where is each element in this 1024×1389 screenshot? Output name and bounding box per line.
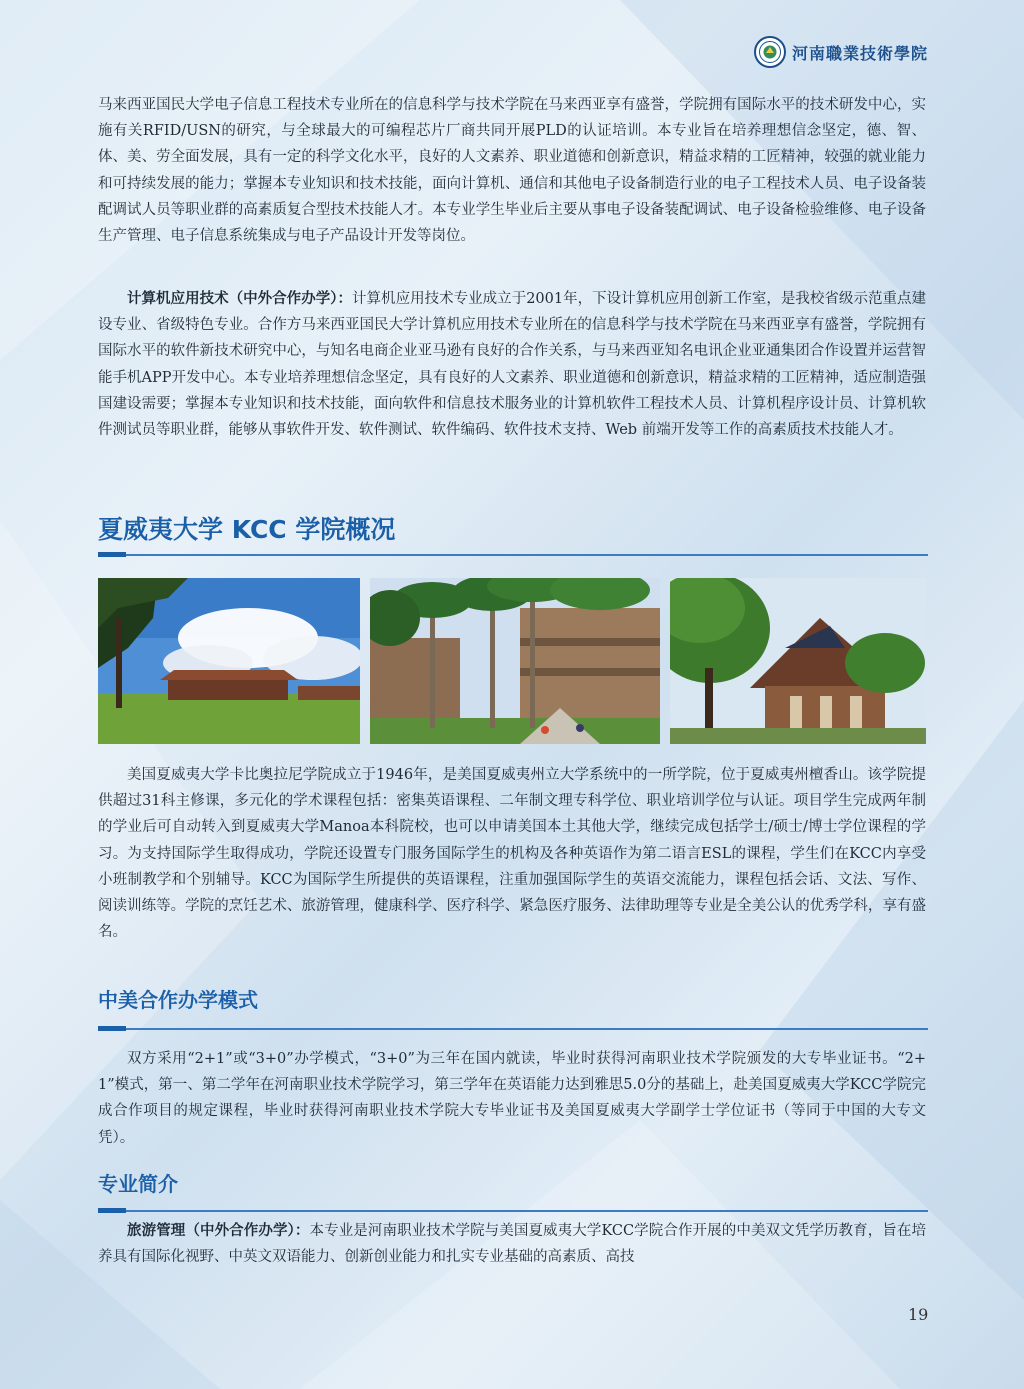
cooperation-section-title: 中美合作办学模式	[98, 988, 258, 1012]
kcc-title-rule	[98, 552, 928, 558]
computer-major-section	[98, 286, 926, 443]
tourism-paragraph	[98, 1218, 926, 1270]
intro-paragraph: 马来西亚国民大学电子信息工程技术专业所在的信息科学与技术学院在马来西亚享有盛誉，学院拥有国际水平的技术研发中心，实施有关RFID/USN的研究，与全球最大的可编程芯片厂商共同开展PLD的认证培训。本专业旨在培养理想信念坚定，德、智、体、美、劳全面发展，具有一定的科学文化水平，良好的人文素养、职业道德和创新意识，精益求精的工匠精神，较强的就业能力和可持续发展的能力；掌握本专业知识和技术技能，面向计算机、通信和其他电子设备制造行业的电子工程技术人员、电子设备装配调试人员等职业群的高素质复合型技术技能人才。本专业学生毕业后主要从事电子设备装配调试、电子设备检验维修、电子设备生产管理、电子信息系统集成与电子产品设计开发等岗位。	[98, 97, 926, 245]
campus-photo-3	[670, 578, 926, 744]
computer-major-text: 计算机应用技术专业成立于2001年，下设计算机应用创新工作室，是我校省级示范重点建设专业、省级特色专业。合作方马来西亚国民大学计算机应用技术专业所在的信息科学与技术学院在马来西亚享有盛誉，学院拥有国际水平的软件新技术研究中心，与知名电商企业亚马逊有良好的合作关系，与马来西亚知名电讯企业亚通集团合作设置并运营智能手机APP开发中心。本专业培养理想信念坚定，具有良好的人文素养、职业道德和创新意识，精益求精的工匠精神，适应制造强国建设需要；掌握本专业知识和技术技能，面向软件和信息技术服务业的计算机软件工程技术人员、计算机程序设计员、计算机软件测试员等职业群，能够从事软件开发、软件测试、软件编码、软件技术支持、Web 前端开发等工作的高素质技术技能人才。	[98, 291, 927, 439]
page-number: 19	[908, 1305, 929, 1324]
cooperation-section-body	[98, 1046, 926, 1151]
campus-photo-1	[98, 578, 360, 744]
intro-section	[98, 92, 926, 249]
majors-section-body	[98, 1218, 926, 1270]
kcc-section-title: 夏威夷大学 KCC 学院概况	[98, 515, 396, 544]
college-name: 河南職業技術學院	[791, 43, 928, 63]
computer-major-title: 计算机应用技术（中外合作办学）：	[127, 291, 353, 307]
majors-title-rule	[98, 1208, 928, 1214]
college-logo	[754, 36, 928, 68]
tourism-major-text: 本专业是河南职业技术学院与美国夏威夷大学KCC学院合作开展的中美双文凭学历教育，旨在培养具有国际化视野、中英文双语能力、创新创业能力和扎实专业基础的高素质、高技	[98, 1223, 927, 1266]
majors-section-title: 专业简介	[98, 1172, 178, 1196]
tourism-major-title: 旅游管理（中外合作办学）：	[127, 1223, 310, 1239]
kcc-section-body	[98, 762, 926, 945]
cooperation-title-rule	[98, 1026, 928, 1032]
computer-major-paragraph	[98, 286, 926, 443]
kcc-paragraph: 美国夏威夷大学卡比奥拉尼学院成立于1946年，是美国夏威夷州立大学系统中的一所学院，位于夏威夷州檀香山。该学院提供超过31科主修课，多元化的学术课程包括：密集英语课程、二年制文理专科学位、职业培训学位与认证。项目学生完成两年制的学业后可自动转入到夏威夷大学Manoa本科院校，也可以申请美国本土其他大学，继续完成包括学士/硕士/博士学位课程的学习。为支持国际学生取得成功，学院还设置专门服务国际学生的机构及各种英语作为第二语言ESL的课程，学生们在KCC内享受小班制教学和个别辅导。KCC为国际学生所提供的英语课程，注重加强国际学生的英语交流能力，课程包括会话、文法、写作、阅读训练等。学院的烹饪艺术、旅游管理，健康科学、医疗科学、紧急医疗服务、法律助理等专业是全美公认的优秀学科，享有盛名。	[98, 767, 926, 941]
college-seal-icon	[754, 36, 786, 68]
cooperation-paragraph: 双方采用“2+1”或“3+0”办学模式，“3+0”为三年在国内就读，毕业时获得河南职业技术学院颁发的大专毕业证书。“2+1”模式，第一、第二学年在河南职业技术学院学习，第三学年在英语能力达到雅思5.0分的基础上，赴美国夏威夷大学KCC学院完成合作项目的规定课程，毕业时获得河南职业技术学院大专毕业证书及美国夏威夷大学副学士学位证书（等同于中国的大专文凭）。	[98, 1051, 926, 1146]
campus-photo-2	[370, 578, 660, 744]
